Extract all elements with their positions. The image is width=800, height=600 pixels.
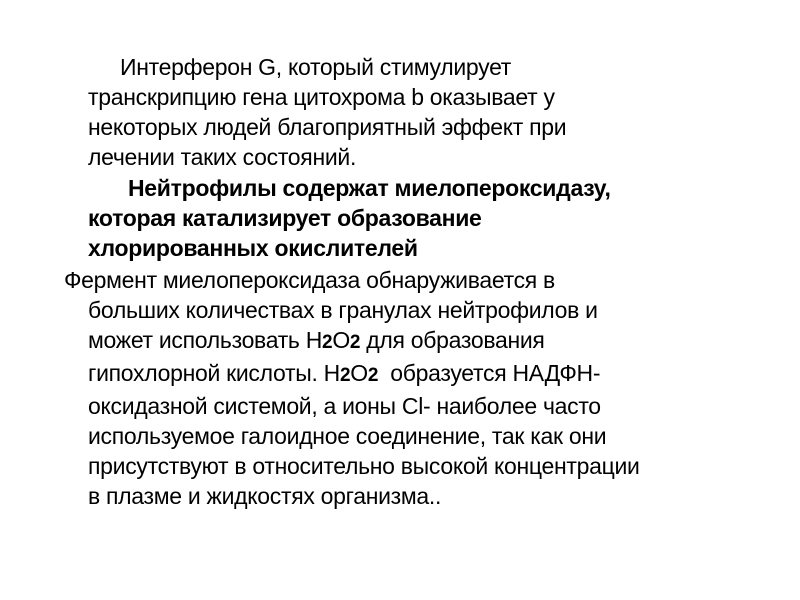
text-line: в плазме и жидкостях организма.. xyxy=(88,483,442,509)
text-line: оксидазной системой, а ионы Cl- наиболее часто xyxy=(88,393,601,419)
text-line: больших количествах в гранулах нейтрофилов и xyxy=(88,297,598,323)
text-line: некоторых людей благоприятный эффект при xyxy=(88,114,567,140)
text-line-h2o2: может использовать H2O2 для образования xyxy=(88,327,545,353)
paragraph-neutrophils-bold xyxy=(88,173,768,263)
paragraph-interferon xyxy=(88,52,768,172)
text-line: Интерферон G, который стимулирует xyxy=(120,54,512,80)
text-line: транскрипцию гена цитохрома b оказывает у xyxy=(88,84,555,110)
text-line: лечении таких состояний. xyxy=(88,144,357,170)
text-line: присутствуют в относительно высокой концентрации xyxy=(88,453,640,479)
paragraph-myeloperoxidase xyxy=(64,265,768,511)
text-line: Нейтрофилы содержат миелопероксидазу, xyxy=(128,175,611,201)
text-line: хлорированных окислителей xyxy=(88,235,418,261)
text-line: Фермент миелопероксидаза обнаруживается в xyxy=(64,267,555,293)
text-line: которая катализирует образование xyxy=(88,205,482,231)
text-line: используемое галоидное соединение, так как они xyxy=(88,423,607,449)
text-line-h2o2: гипохлорной кислоты. H2O2 образуется НАДФН- xyxy=(88,360,601,386)
